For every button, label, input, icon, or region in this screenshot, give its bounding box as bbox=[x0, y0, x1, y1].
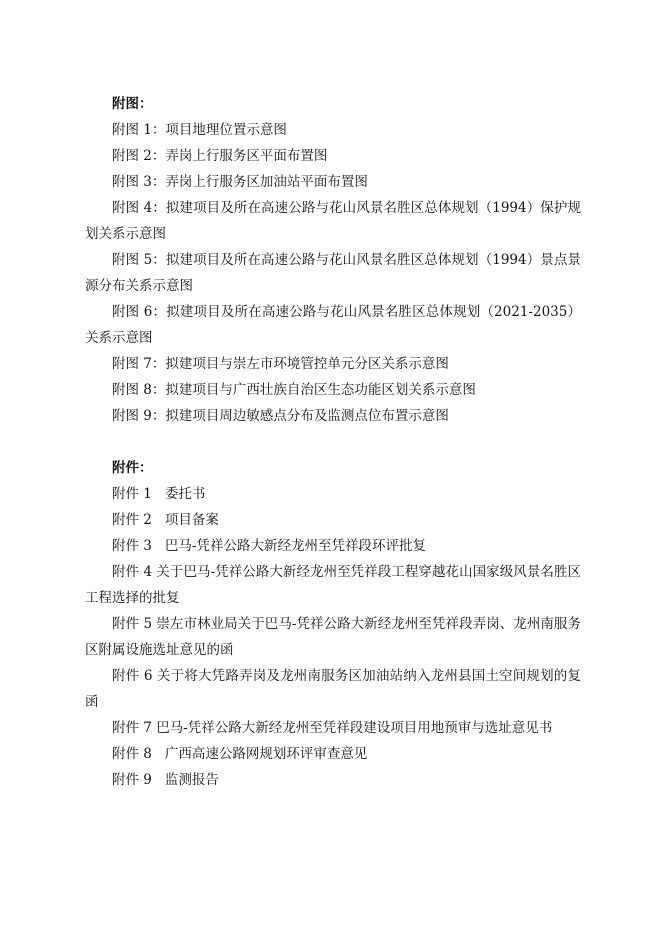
attachment-item-7 bbox=[85, 715, 581, 741]
attachment-text: 项目备案 bbox=[164, 512, 219, 528]
figure-item-3: 附图 3：弄岗上行服务区加油站平面布置图 bbox=[112, 174, 368, 190]
attachment-item-9 bbox=[85, 767, 581, 793]
attachment-item-2 bbox=[85, 507, 581, 533]
attachment-item-1 bbox=[85, 481, 581, 507]
figure-item-5: 附图 5：拟建项目及所在高速公路与花山风景名胜区总体规划（1994）景点景源分布关系示意图 bbox=[85, 252, 581, 294]
attachment-label: 附件 6 bbox=[112, 668, 153, 684]
figure-item-6: 附图 6：拟建项目及所在高速公路与花山风景名胜区总体规划（2021-2035）关系示意图 bbox=[85, 304, 581, 346]
attachment-label: 附件 8 bbox=[112, 746, 152, 762]
attachment-text: 崇左市林业局关于巴马-凭祥公路大新经龙州至凭祥段弄岗、龙州南服务区附属设施选址意见的函 bbox=[85, 616, 581, 658]
figures-heading: 附图： bbox=[112, 96, 153, 112]
appendix-list bbox=[85, 91, 581, 793]
attachment-item-6 bbox=[85, 663, 581, 715]
section-spacer bbox=[85, 429, 581, 455]
attachment-label: 附件 4 bbox=[112, 564, 153, 580]
figure-item-9: 附图 9：拟建项目周边敏感点分布及监测点位布置示意图 bbox=[112, 408, 449, 424]
attachment-text: 关于将大凭路弄岗及龙州南服务区加油站纳入龙州县国土空间规划的复函 bbox=[85, 668, 581, 710]
figure-item-4: 附图 4：拟建项目及所在高速公路与花山风景名胜区总体规划（1994）保护规划关系示意图 bbox=[85, 200, 581, 242]
attachment-text: 监测报告 bbox=[164, 772, 219, 788]
attachments-heading: 附件： bbox=[112, 460, 153, 476]
attachment-item-5 bbox=[85, 611, 581, 663]
attachment-label: 附件 9 bbox=[112, 772, 152, 788]
attachment-item-8 bbox=[85, 741, 581, 767]
attachment-item-3 bbox=[85, 533, 581, 559]
figure-item-8: 附图 8：拟建项目与广西壮族自治区生态功能区划关系示意图 bbox=[112, 382, 476, 398]
figure-item-1: 附图 1：项目地理位置示意图 bbox=[112, 122, 287, 138]
attachment-item-4 bbox=[85, 559, 581, 611]
attachment-label: 附件 2 bbox=[112, 512, 152, 528]
attachment-label: 附件 1 bbox=[112, 486, 152, 502]
attachment-text: 广西高速公路网规划环评审查意见 bbox=[164, 746, 368, 762]
attachment-text: 委托书 bbox=[164, 486, 206, 502]
attachment-text: 关于巴马-凭祥公路大新经龙州至凭祥段工程穿越花山国家级风景名胜区工程选择的批复 bbox=[85, 564, 581, 606]
attachment-label: 附件 5 bbox=[112, 616, 153, 632]
figure-item-2: 附图 2：弄岗上行服务区平面布置图 bbox=[112, 148, 328, 164]
attachment-text: 巴马-凭祥公路大新经龙州至凭祥段环评批复 bbox=[164, 538, 426, 554]
attachment-text: 巴马-凭祥公路大新经龙州至凭祥段建设项目用地预审与选址意见书 bbox=[156, 720, 553, 736]
attachment-label: 附件 7 bbox=[112, 720, 152, 736]
figure-item-7: 附图 7：拟建项目与崇左市环境管控单元分区关系示意图 bbox=[112, 356, 449, 372]
attachment-label: 附件 3 bbox=[112, 538, 152, 554]
